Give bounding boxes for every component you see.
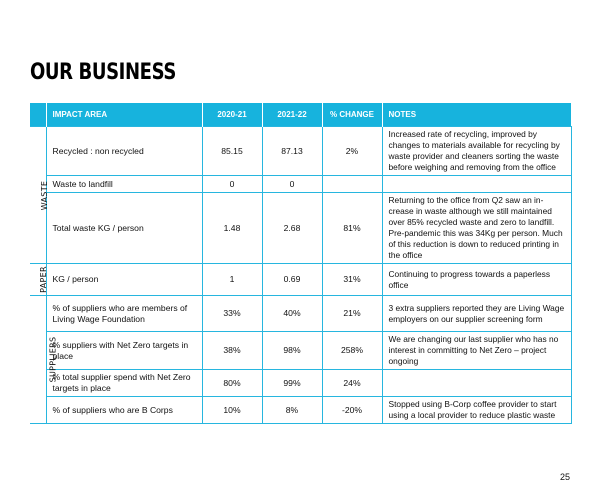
row-notes: Increased rate of recycling, improved by changes to materials available for recycling by waste provider and cleaners sorting the waste before weighing and removing from the office — [382, 127, 571, 176]
row-area: % of suppliers who are members of Living Wage Foundation — [46, 296, 202, 332]
row-area: Waste to landfill — [46, 176, 202, 193]
row-notes: Returning to the office from Q2 saw an in-crease in waste although we still maintained over 85% recycled waste and zero to landfill. Pre-pandemic this was 34Kg per person. Much of this reduction is down to reduced printing in the office — [382, 193, 571, 264]
row-area: Total waste KG / person — [46, 193, 202, 264]
table-row — [30, 193, 571, 264]
row-change: 81% — [322, 193, 382, 264]
row-change: 31% — [322, 264, 382, 296]
row-2021-22: 8% — [262, 397, 322, 424]
header-2020-21: 2020-21 — [202, 103, 262, 127]
row-2020-21: 85.15 — [202, 127, 262, 176]
row-notes: 3 extra suppliers reported they are Living Wage employers on our supplier screening form — [382, 296, 571, 332]
row-2021-22: 87.13 — [262, 127, 322, 176]
row-area: KG / person — [46, 264, 202, 296]
row-notes: We are changing our last supplier who has no interest in committing to Net Zero – project ongoing — [382, 332, 571, 370]
row-2020-21: 0 — [202, 176, 262, 193]
row-2021-22: 98% — [262, 332, 322, 370]
table-row — [30, 332, 571, 370]
table-row — [30, 127, 571, 176]
header-spacer — [30, 103, 46, 127]
row-2021-22: 0 — [262, 176, 322, 193]
row-area: Recycled : non recycled — [46, 127, 202, 176]
row-2020-21: 1.48 — [202, 193, 262, 264]
row-2021-22: 40% — [262, 296, 322, 332]
row-2020-21: 33% — [202, 296, 262, 332]
row-2021-22: 99% — [262, 370, 322, 397]
row-2021-22: 2.68 — [262, 193, 322, 264]
row-notes — [382, 370, 571, 397]
row-change: -20% — [322, 397, 382, 424]
impact-table — [30, 103, 572, 424]
row-2020-21: 38% — [202, 332, 262, 370]
row-2020-21: 80% — [202, 370, 262, 397]
row-change: 24% — [322, 370, 382, 397]
row-change — [322, 176, 382, 193]
page-number: 25 — [559, 472, 570, 482]
row-area: % suppliers with Net Zero targets in place — [46, 332, 202, 370]
table-row — [30, 264, 571, 296]
header-impact-area: IMPACT AREA — [46, 103, 202, 127]
page-title: OUR BUSINESS — [30, 60, 176, 85]
row-2020-21: 1 — [202, 264, 262, 296]
table-row — [30, 296, 571, 332]
row-change: 258% — [322, 332, 382, 370]
table-header-row — [30, 103, 571, 127]
table-row — [30, 370, 571, 397]
header-change: % CHANGE — [322, 103, 382, 127]
header-2021-22: 2021-22 — [262, 103, 322, 127]
row-2020-21: 10% — [202, 397, 262, 424]
header-notes: NOTES — [382, 103, 571, 127]
row-notes: Stopped using B-Corp coffee provider to start using a local provider to reduce plastic waste — [382, 397, 571, 424]
row-change: 2% — [322, 127, 382, 176]
group-label-paper: PAPER — [30, 264, 46, 296]
row-area: % of suppliers who are B Corps — [46, 397, 202, 424]
row-change: 21% — [322, 296, 382, 332]
group-label-suppliers: SUPPLIERS — [30, 296, 46, 424]
row-2021-22: 0.69 — [262, 264, 322, 296]
row-notes: Continuing to progress towards a paperless office — [382, 264, 571, 296]
table-row — [30, 397, 571, 424]
group-label-waste: WASTE — [30, 127, 46, 264]
table-row — [30, 176, 571, 193]
row-notes — [382, 176, 571, 193]
row-area: % total supplier spend with Net Zero targets in place — [46, 370, 202, 397]
